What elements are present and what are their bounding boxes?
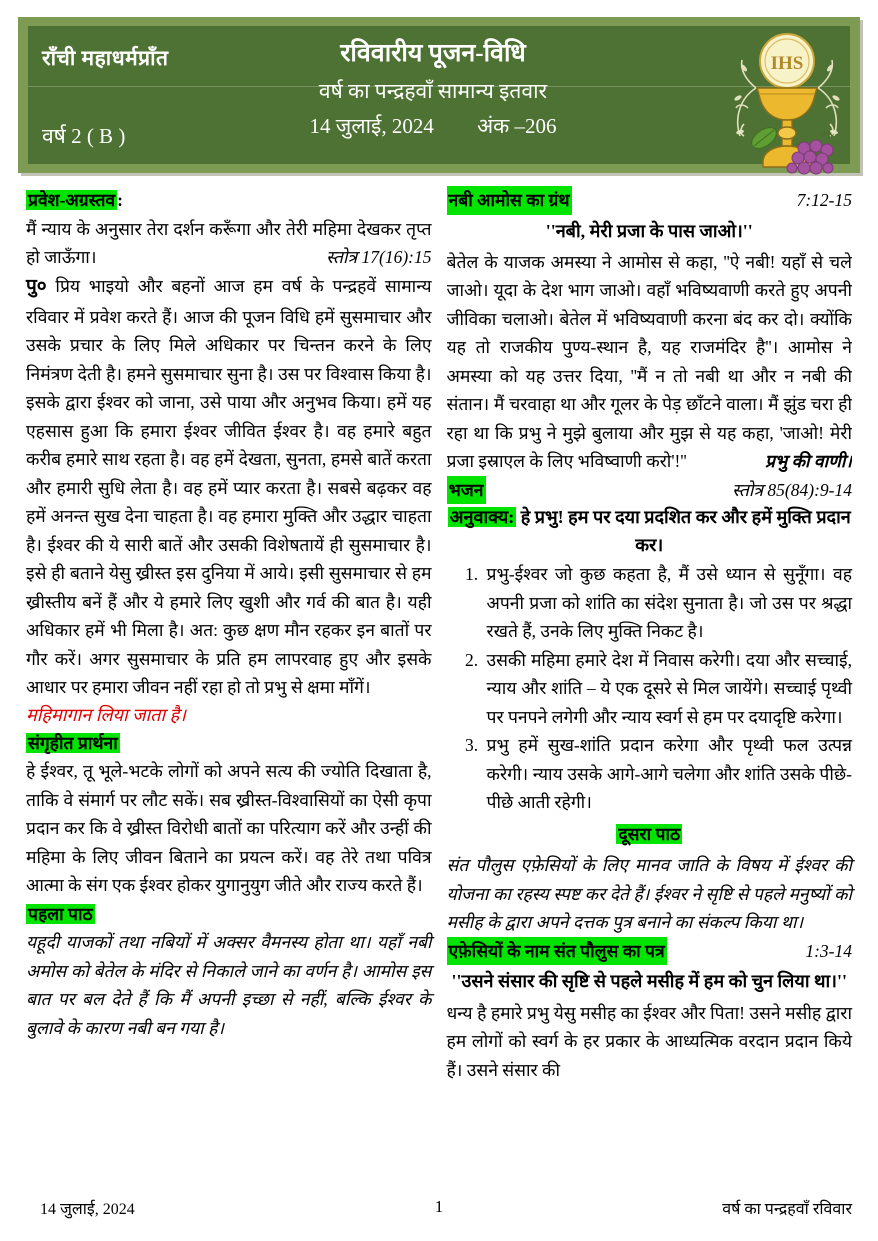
section-heading: भजन bbox=[447, 476, 486, 505]
diocese-name: राँची महाधर्मप्राँत bbox=[42, 46, 169, 70]
amos-reading bbox=[447, 248, 853, 476]
first-reading-heading bbox=[26, 900, 432, 929]
page-number: 1 bbox=[434, 1197, 444, 1216]
sunday-name: वर्ष का पन्द्रहवाँ सामान्य इतवार bbox=[318, 79, 548, 104]
priest-introduction bbox=[26, 272, 432, 702]
priest-text: प्रिय भाइयो और बहनों आज हम वर्ष के पन्द्रहवें सामान्य रविवार में प्रवेश करते हैं। आज की पूजन विधि हमें सुसमाचार और उसके प्रचार के लिए मिले अधिकार पर चिन्तन करने के लिए निमंत्रण देती है। हमने सुसमाचार सुना है। उस पर विश्वास किया है। इसके द्वारा ईश्वर को जाना, उसे पाया और अनुभव किया। हमें यह एहसास हुआ कि हमारा ईश्वर जीवित ईश्वर है। वह हमारे बहुत करीब हमारे साथ रहता है। वह हमें देखता, सुनता, हमसे बातें करता और हमारी सुधि लेता है। वह हमें प्यार करता है। सबसे बढ़कर वह हमें अनन्त सुख देना चाहता है। वह हमारा मुक्ति और उद्धार चाहता है। ईश्वर की ये सारी बातें और उसकी विशेषतायें ही सुसमाचार है। इसे ही बताने येसु ख्रीस्त इस दुनिया में आये। इसी सुसमाचार से हम ख्रीस्तीय बनें हैं और ये हमारे लिए खुशी और गर्व की बात है। यही अधिकार हमें भी मिला है। अत: कुछ क्षण मौन रहकर इन बातों पर गौर करें। अगर सुसमाचार के प्रति हम लापरवाह हुए और इसके आधार पर हमारा जीवन नहीं रहा हो तो प्रभु से क्षमा माँगें। bbox=[26, 275, 432, 698]
entrance-antiphon bbox=[26, 215, 432, 272]
psalm-antiphon bbox=[447, 504, 853, 560]
psalm-heading-row bbox=[447, 476, 853, 505]
ihs-monogram: IHS bbox=[770, 53, 804, 74]
psalm-verse: 1. प्रभु-ईश्वर जो कुछ कहता है, मैं उसे ध्यान से सुनूँगा। वह अपनी प्रजा को शांति का संदेश सुनाता है। जो उस पर श्रद्धा रखते हैं, उनके लिए मुक्ति निकट है। bbox=[483, 560, 853, 646]
liturgical-year-cycle: वर्ष 2 ( B ) bbox=[42, 124, 126, 148]
right-column bbox=[447, 186, 853, 1084]
footer-sunday-name: वर्ष का पन्द्रहवाँ रविवार bbox=[722, 1201, 852, 1218]
scripture-reference: 7:12-15 bbox=[796, 190, 852, 210]
antiphon-text: मैं न्याय के अनुसार तेरा दर्शन करूँगा और तेरी महिमा देखकर तृप्त हो जाऊँगा। bbox=[26, 218, 432, 268]
section-heading: एफ़ेसियों के नाम संत पौलुस का पत्र bbox=[447, 937, 667, 966]
two-column-body bbox=[26, 186, 852, 1084]
ephesians-heading-row bbox=[447, 937, 853, 966]
left-column bbox=[26, 186, 432, 1084]
scripture-reference: स्तोत्र 17(16):15 bbox=[326, 247, 432, 268]
priest-prefix: पु० bbox=[26, 275, 47, 297]
ephesians-reading: धन्य है हमारे प्रभु येसु मसीह का ईश्वर और पिता! उसने मसीह द्वारा हम लोगों को स्वर्ग के हर प्रकार के आध्यत्मिक वरदान प्रदान किये हैं। उसने संसार की bbox=[446, 1002, 852, 1080]
psalm-verses bbox=[447, 560, 853, 817]
entrance-antiphon-heading bbox=[26, 186, 432, 215]
ephesians-verse-title: ''उसने संसार की सृष्टि से पहले मसीह में हम को चुन लिया था।'' bbox=[451, 971, 847, 992]
issue-date: 14 जुलाई, 2024 bbox=[309, 113, 434, 138]
reading-text: बेतेल के याजक अमस्या ने आमोस से कहा, ''ऐ नबी! यहाँ से चले जाओ। यूदा के देश भाग जाओ। वहाँ भविष्यवाणी करते हुए अपनी जीविका चलाओ। बेतेल में भविष्यवाणी करना बंद कर दो। क्योंकि यह तो राजकीय पुण्य-स्थान है, यह राजमंदिर है''। आमोस ने अमस्या को यह उत्तर दिया, ''मैं न तो नबी था और न नबी की संतान। मैं चरवाहा था और गूलर के पेड़ छाँटने वाला। मैं झुंड चरा ही रहा था कि प्रभु ने मुझे बुलाया और मुझ से यह कहा, 'जाओ! मेरी प्रजा इस्राएल के लिए भविष्वाणी करो'!'' bbox=[446, 251, 852, 472]
psalm-verse: 2. उसकी महिमा हमारे देश में निवास करेगी। दया और सच्चाई, न्याय और शांति – ये एक दूसरे से मिल जायेंगे। सच्चाई पृथ्वी पर पनपने लगेगी और न्याय स्वर्ग से हम पर दयादृष्टि करेगा। bbox=[483, 646, 853, 732]
scripture-reference: स्तोत्र 85(84):9-14 bbox=[732, 479, 852, 500]
section-heading: दूसरा पाठ bbox=[618, 823, 681, 844]
section-heading: प्रवेश-अग्रस्तव bbox=[28, 190, 116, 210]
section-heading: नबी आमोस का ग्रंथ bbox=[447, 186, 572, 215]
amos-heading-row bbox=[447, 186, 853, 215]
masthead-center bbox=[198, 36, 668, 141]
first-reading-intro: यहूदी याजकों तथा नबियों में अक्सर वैमनस्य होता था। यहाँ नबी अमोस को बेतेल के मंदिर से निकाले जाने का वर्णन है। आमोस इस बात पर बल देते हैं कि मैं अपनी इच्छा से नहीं, बल्कि ईश्वर के बुलावे के कारण नबी बन गया है। bbox=[26, 932, 432, 1038]
scripture-reference: 1:3-14 bbox=[805, 940, 852, 961]
footer-date: 14 जुलाई, 2024 bbox=[40, 1201, 135, 1218]
antiphon-text: हे प्रभु! हम पर दया प्रदशित कर और हमें मुक्ति प्रदान कर। bbox=[520, 507, 851, 556]
second-reading-heading bbox=[447, 820, 853, 849]
collect-heading bbox=[26, 729, 432, 758]
amos-verse-title: ''नबी, मेरी प्रजा के पास जाओ।'' bbox=[545, 220, 753, 241]
section-heading: संगृहीत प्रार्थना bbox=[28, 732, 118, 753]
heading-colon: : bbox=[117, 190, 123, 210]
issue-number: अंक –206 bbox=[477, 113, 557, 138]
collect-prayer: हे ईश्वर, तू भूले-भटके लोगों को अपने सत्य की ज्योति दिखाता है, ताकि वे संमार्ग पर लौट सकें। सब ख्रीस्त-विश्वासियों का ऐसी कृपा प्रदान कर कि वे ख्रीस्त विरोधी बातों का परित्याग करें और उन्हीं की महिमा के लिए जीवन बिताने का प्रयत्न करें। वह तेरे तथा पवित्र आत्मा के संग एक ईश्वर होकर युगानुयुग जीते और राज्य करते हैं। bbox=[26, 761, 432, 896]
psalm-verse: 3. प्रभु हमें सुख-शांति प्रदान करेगा और पृथ्वी फल उत्पन्न करेगी। न्याय उसके आगे-आगे चलेगा और शांति उसके पीछे-पीछे आती रहेगी। bbox=[483, 731, 853, 817]
word-of-the-lord: प्रभु की वाणी। bbox=[764, 451, 852, 472]
gloria-rubric: महिमागान लिया जाता है। bbox=[26, 704, 186, 725]
chalice-host-grapes-icon bbox=[726, 28, 848, 178]
masthead-band bbox=[28, 26, 850, 164]
bulletin-title: रविवारीय पूजन-विधि bbox=[340, 40, 526, 67]
second-reading-intro: संत पौलुस एफ़ेसियों के लिए मानव जाति के विषय में ईश्वर की योजना का रहस्य स्पष्ट कर देते हैं। ईश्वर ने सृष्टि से पहले मनुष्यों को मसीह के द्वारा अपने दत्तक पुत्र बनाने का संकल्प किया था। bbox=[446, 855, 852, 933]
section-heading: पहला पाठ bbox=[28, 903, 93, 924]
masthead bbox=[18, 17, 860, 173]
antiphon-label: अनुवाक्य: bbox=[449, 507, 515, 528]
date-issue-line bbox=[198, 111, 668, 141]
